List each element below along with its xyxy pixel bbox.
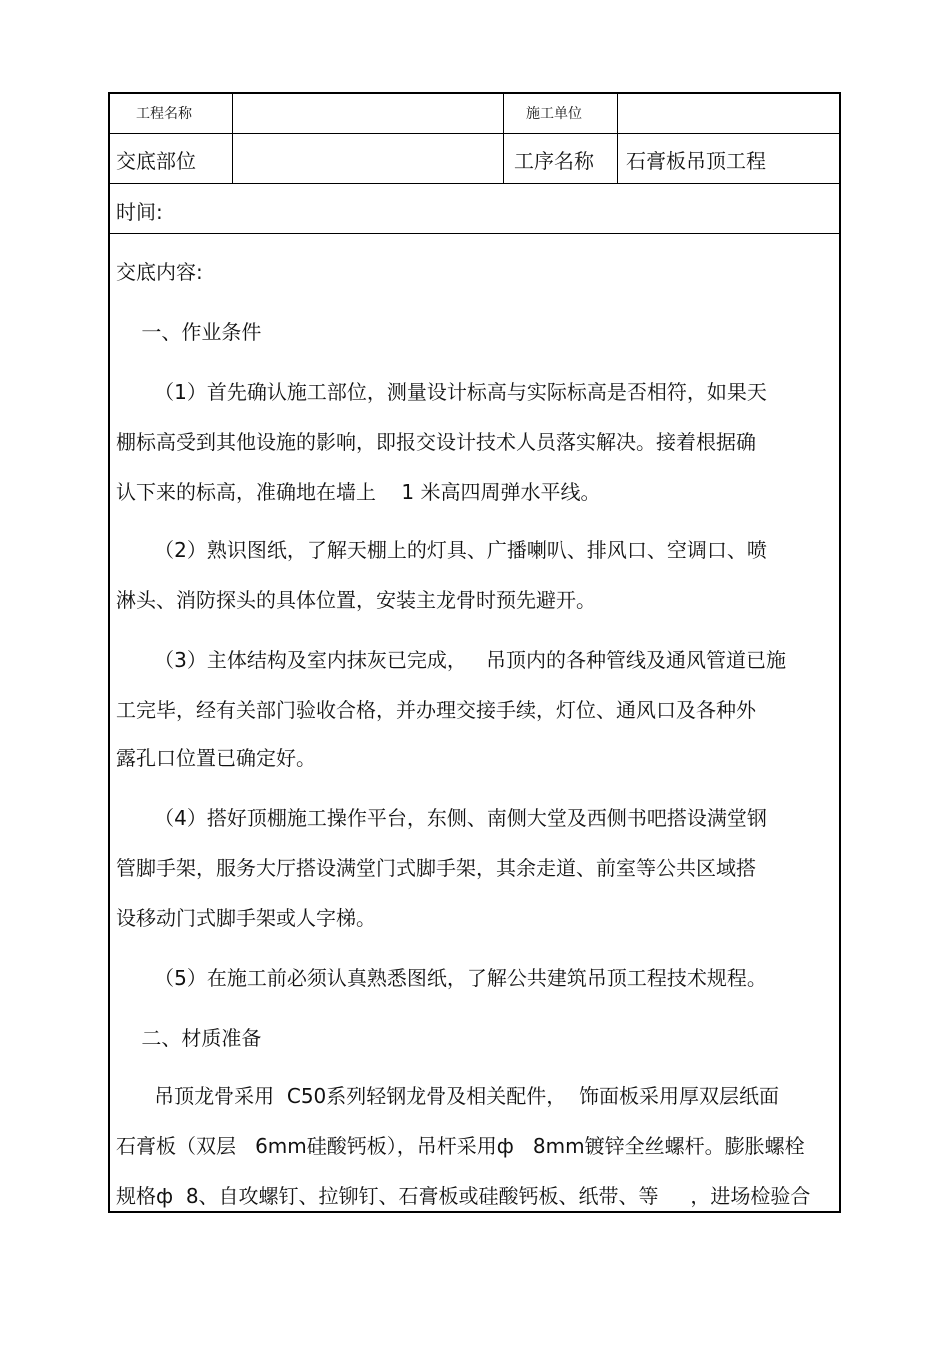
paragraph-line: （4）搭好顶棚施工操作平台，东侧、南侧大堂及西侧书吧搭设满堂钢 <box>116 806 767 830</box>
disclosure-form-table <box>108 92 841 1213</box>
paragraph-line: （5）在施工前必须认真熟悉图纸，了解公共建筑吊顶工程技术规程。 <box>116 966 767 990</box>
process-label: 工序名称 <box>514 149 594 173</box>
paragraph-line: 工完毕，经有关部门验收合格，并办理交接手续，灯位、通风口及各种外 <box>116 698 756 722</box>
paragraph-line: 棚标高受到其他设施的影响，即报交设计技术人员落实解决。接着根据确 <box>116 430 756 454</box>
row-divider <box>110 133 839 134</box>
row-divider <box>110 183 839 184</box>
paragraph-line: 管脚手架，服务大厅搭设满堂门式脚手架，其余走道、前室等公共区域搭 <box>116 856 756 880</box>
contractor-label: 施工单位 <box>526 106 582 122</box>
paragraph-line: 露孔口位置已确定好。 <box>116 746 316 770</box>
paragraph-line: （1）首先确认施工部位，测量设计标高与实际标高是否相符，如果天 <box>116 380 767 404</box>
paragraph-line: 认下来的标高，准确地在墙上 1 米高四周弹水平线。 <box>116 480 601 504</box>
column-divider <box>232 94 233 183</box>
column-divider <box>503 94 504 183</box>
project-name-label: 工程名称 <box>136 106 192 122</box>
process-value: 石膏板吊顶工程 <box>626 149 766 173</box>
section-heading: 二、材质准备 <box>116 1026 262 1050</box>
paragraph-line: 淋头、消防探头的具体位置，安装主龙骨时预先避开。 <box>116 588 596 612</box>
paragraph-line: 石膏板（双层 6mm硅酸钙板），吊杆采用ф 8mm镀锌全丝螺杆。膨胀螺栓 <box>116 1134 805 1158</box>
content-title: 交底内容: <box>116 260 203 284</box>
paragraph-line: 规格ф 8、自攻螺钉、拉铆钉、石膏板或硅酸钙板、纸带、等 ，进场检验合 <box>116 1184 811 1208</box>
location-label: 交底部位 <box>116 149 196 173</box>
column-divider <box>617 94 618 183</box>
section-heading: 一、作业条件 <box>116 320 262 344</box>
paragraph-line: 吊顶龙骨采用 C50系列轻钢龙骨及相关配件， 饰面板采用厚双层纸面 <box>116 1084 779 1108</box>
time-label: 时间: <box>116 200 163 224</box>
row-divider <box>110 233 839 234</box>
paragraph-line: 设移动门式脚手架或人字梯。 <box>116 906 376 930</box>
paragraph-line: （2）熟识图纸，了解天棚上的灯具、广播喇叭、排风口、空调口、喷 <box>116 538 767 562</box>
paragraph-line: （3）主体结构及室内抹灰已完成， 吊顶内的各种管线及通风管道已施 <box>116 648 786 672</box>
